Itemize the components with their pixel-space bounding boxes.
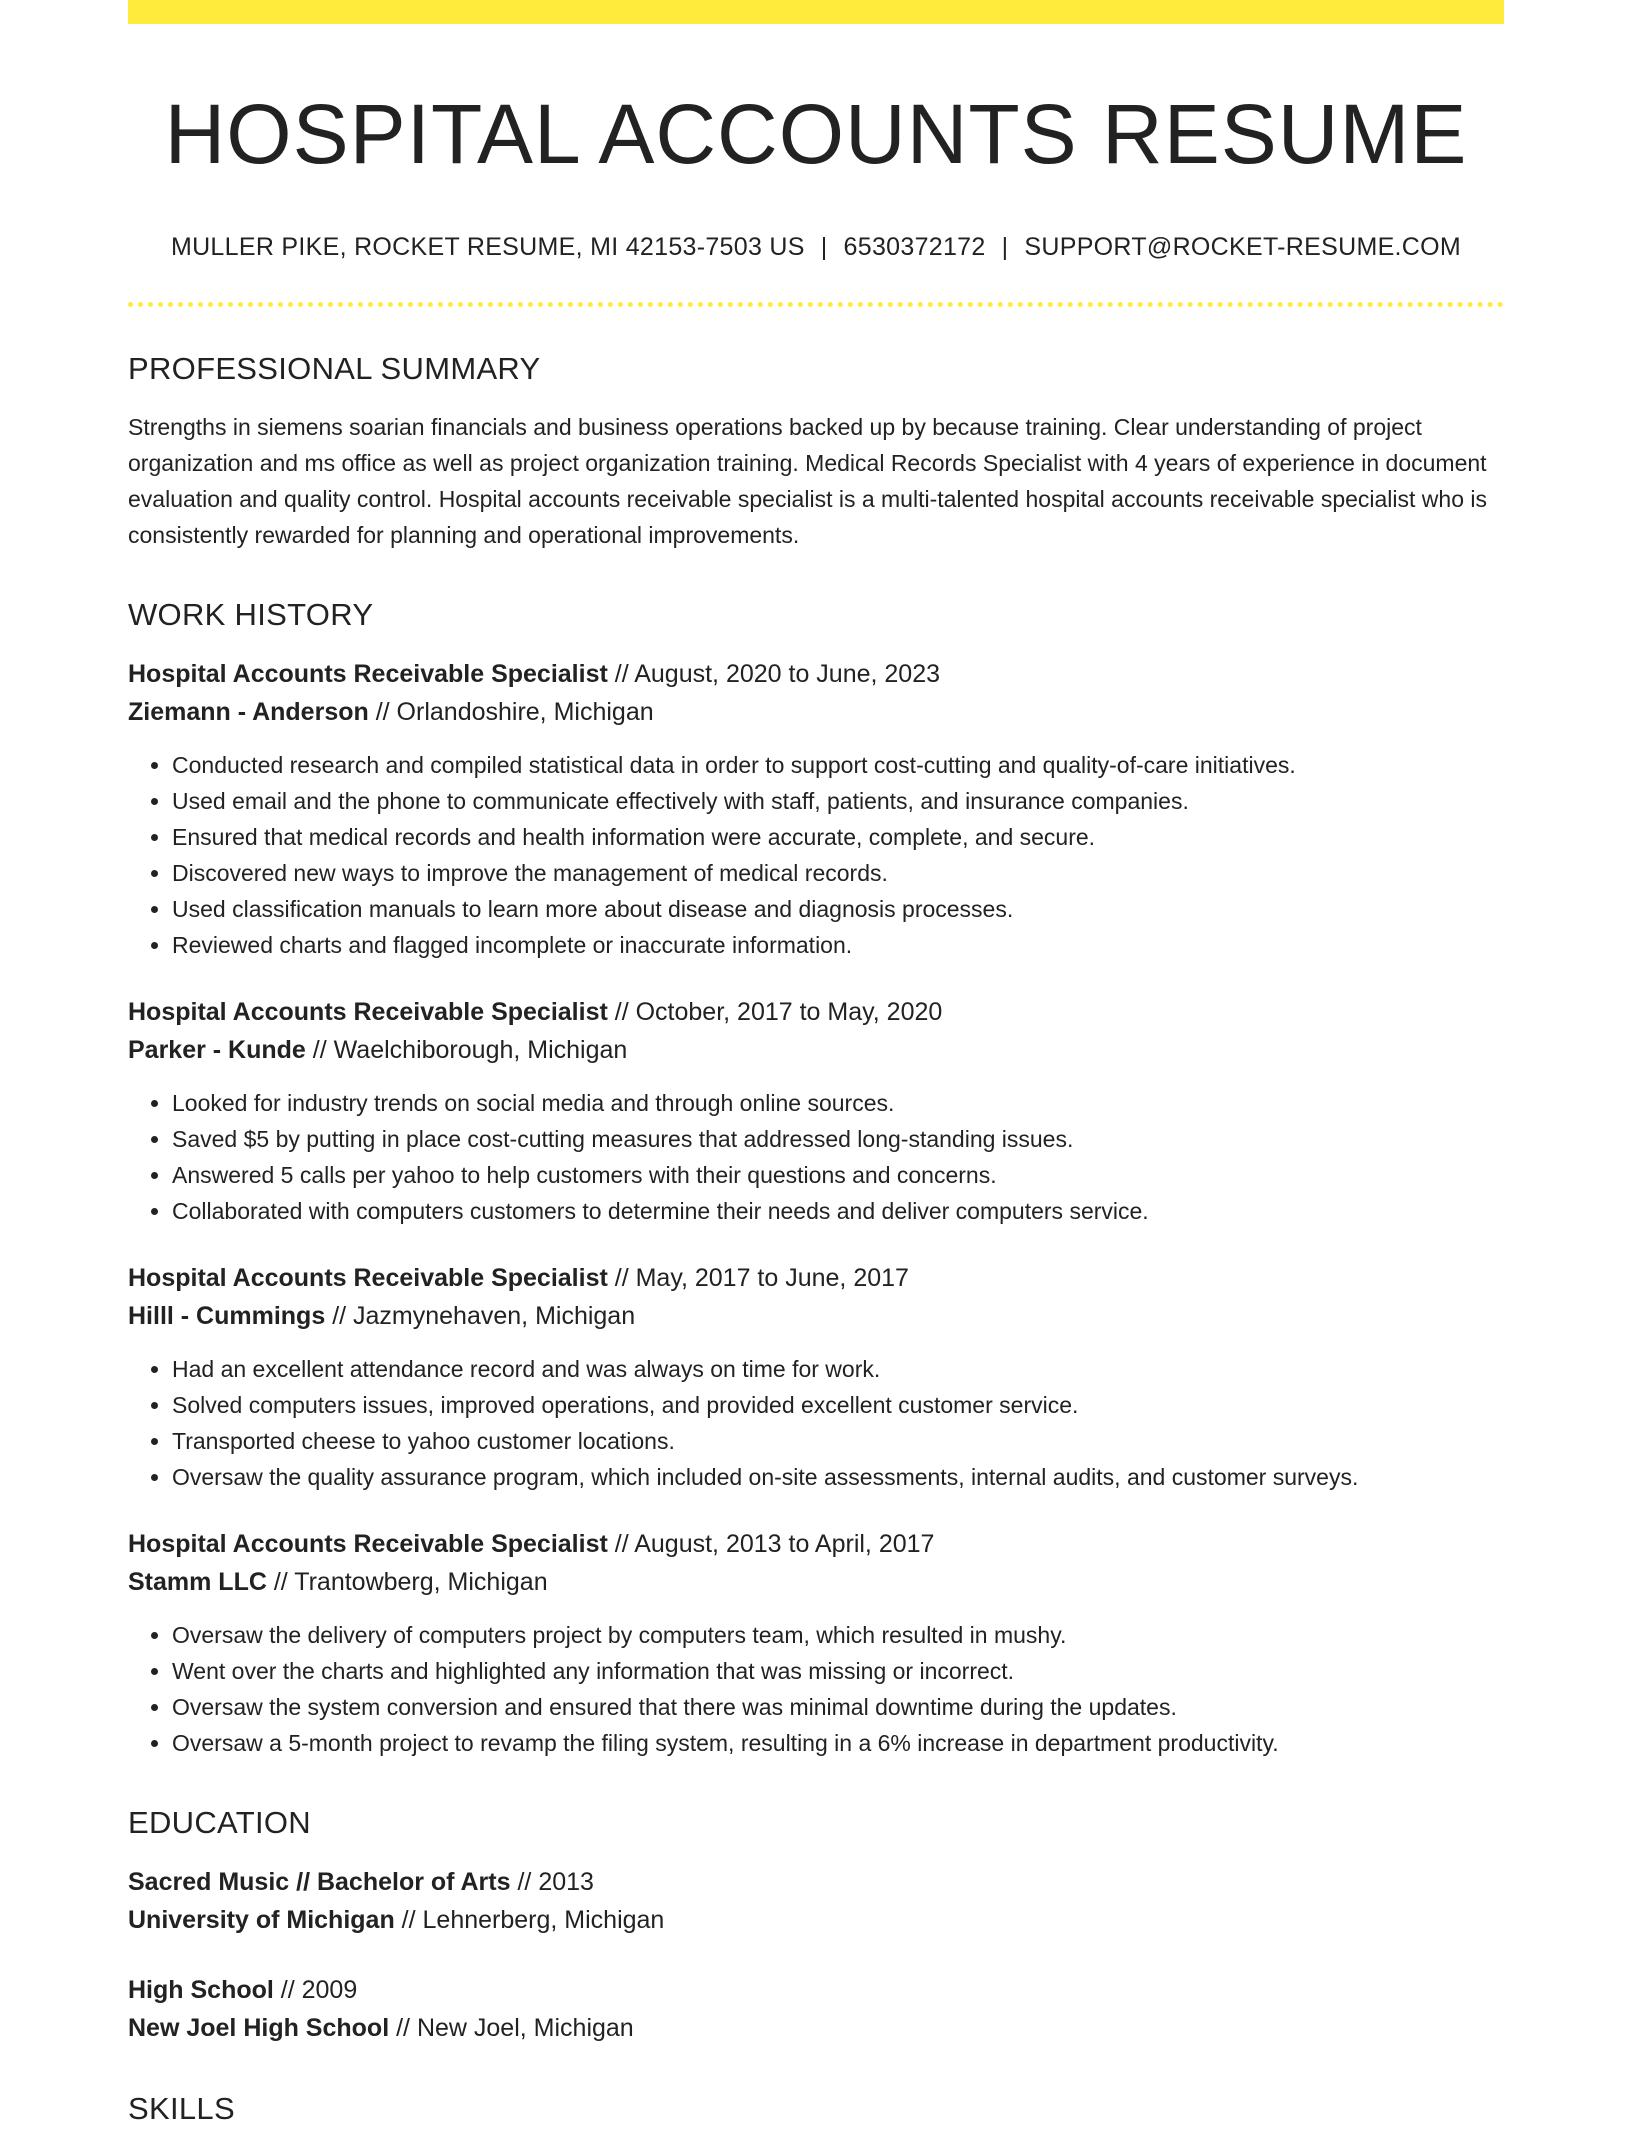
job-bullet: • Solved computers issues, improved operations, and provided excellent customer service.	[172, 1387, 1504, 1423]
job-company-line	[128, 1297, 1504, 1335]
job-title: Hospital Accounts Receivable Specialist	[128, 1529, 608, 1558]
job-title: Hospital Accounts Receivable Specialist	[128, 659, 608, 688]
summary-text: Strengths in siemens soarian financials and business operations backed up by because training. Clear understanding of project organization and ms office as well as project organization training. Medical Records Specialist with 4 years of experience in document evaluation and quality control. Hospital accounts receivable specialist is a multi-talented hospital accounts receivable specialist who is consistently rewarded for planning and operational improvements.	[128, 413, 1487, 548]
job-dates: // August, 2013 to April, 2017	[614, 1529, 935, 1558]
education-degree: High School	[128, 1975, 274, 2004]
education-degree: Sacred Music // Bachelor of Arts	[128, 1867, 511, 1896]
job-bullet: • Reviewed charts and flagged incomplete or inaccurate information.	[172, 927, 1504, 963]
job-location: // Waelchiborough, Michigan	[312, 1035, 628, 1064]
contact-address: MULLER PIKE, ROCKET RESUME, MI 42153-7503 US	[170, 232, 805, 261]
education-school-line	[128, 2009, 1504, 2047]
education-location: // Lehnerberg, Michigan	[401, 1905, 665, 1934]
job-company: Hilll - Cummings	[128, 1301, 326, 1330]
job-bullet: • Used email and the phone to communicate effectively with staff, patients, and insurance companies.	[172, 783, 1504, 819]
job-bullet: • Answered 5 calls per yahoo to help customers with their questions and concerns.	[172, 1157, 1504, 1193]
job-bullet: • Used classification manuals to learn more about disease and diagnosis processes.	[172, 891, 1504, 927]
job-entry	[128, 1259, 1504, 1495]
job-bullet: • Went over the charts and highlighted any information that was missing or incorrect.	[172, 1653, 1504, 1689]
job-company: Ziemann - Anderson	[128, 697, 369, 726]
job-title: Hospital Accounts Receivable Specialist	[128, 1263, 608, 1292]
job-dates: // October, 2017 to May, 2020	[614, 997, 943, 1026]
job-entry	[128, 655, 1504, 963]
education-year: // 2013	[517, 1867, 594, 1896]
education-entry	[128, 1863, 1504, 1939]
education-school-line	[128, 1901, 1504, 1939]
job-bullet: • Oversaw a 5-month project to revamp the filing system, resulting in a 6% increase in department productivity.	[172, 1725, 1504, 1761]
contact-phone: 6530372172	[843, 232, 986, 261]
job-title-line	[128, 1259, 1504, 1297]
job-bullet: • Saved $5 by putting in place cost-cutting measures that addressed long-standing issues.	[172, 1121, 1504, 1157]
work-history-heading: WORK HISTORY	[128, 596, 374, 632]
job-title: Hospital Accounts Receivable Specialist	[128, 997, 608, 1026]
accent-top-bar	[128, 0, 1504, 24]
job-bullet: • Conducted research and compiled statistical data in order to support cost-cutting and quality-of-care initiatives.	[172, 747, 1504, 783]
job-entry	[128, 1525, 1504, 1761]
job-bullets	[128, 1351, 1504, 1495]
summary-heading: PROFESSIONAL SUMMARY	[128, 350, 541, 386]
job-title-line	[128, 1525, 1504, 1563]
education-location: // New Joel, Michigan	[396, 2013, 634, 2042]
education-school: New Joel High School	[128, 2013, 390, 2042]
skills-heading: SKILLS	[128, 2090, 235, 2126]
job-title-line	[128, 993, 1504, 1031]
job-title-line	[128, 655, 1504, 693]
job-location: // Orlandoshire, Michigan	[375, 697, 654, 726]
job-bullet: • Discovered new ways to improve the management of medical records.	[172, 855, 1504, 891]
job-company: Stamm LLC	[128, 1567, 267, 1596]
job-bullet: • Oversaw the quality assurance program, which included on-site assessments, internal audits, and customer surveys.	[172, 1459, 1504, 1495]
job-dates: // August, 2020 to June, 2023	[614, 659, 941, 688]
education-degree-line	[128, 1971, 1504, 2009]
job-company-line	[128, 1031, 1504, 1069]
job-bullet: • Oversaw the delivery of computers project by computers team, which resulted in mushy.	[172, 1617, 1504, 1653]
job-dates: // May, 2017 to June, 2017	[614, 1263, 909, 1292]
job-bullets	[128, 1617, 1504, 1761]
job-bullet: • Ensured that medical records and health information were accurate, complete, and secure.	[172, 819, 1504, 855]
education-heading: EDUCATION	[128, 1804, 311, 1840]
contact-line	[128, 233, 1504, 262]
job-company-line	[128, 693, 1504, 731]
education-year: // 2009	[280, 1975, 358, 2004]
job-entry	[128, 993, 1504, 1229]
job-bullet: • Oversaw the system conversion and ensured that there was minimal downtime during the updates.	[172, 1689, 1504, 1725]
resume-page	[128, 0, 1504, 2149]
education-degree-line	[128, 1863, 1504, 1901]
contact-separator: |	[820, 232, 828, 261]
job-bullet: • Collaborated with computers customers to determine their needs and deliver computers service.	[172, 1193, 1504, 1229]
contact-email: SUPPORT@ROCKET-RESUME.COM	[1024, 232, 1462, 261]
education-entry	[128, 1971, 1504, 2047]
job-bullet: • Looked for industry trends on social media and through online sources.	[172, 1085, 1504, 1121]
contact-separator: |	[1001, 232, 1009, 261]
job-bullets	[128, 747, 1504, 963]
resume-title: HOSPITAL ACCOUNTS RESUME	[164, 87, 1468, 181]
job-location: // Jazmynehaven, Michigan	[332, 1301, 636, 1330]
job-bullet: • Had an excellent attendance record and was always on time for work.	[172, 1351, 1504, 1387]
job-bullets	[128, 1085, 1504, 1229]
job-company: Parker - Kunde	[128, 1035, 306, 1064]
job-company-line	[128, 1563, 1504, 1601]
dotted-divider	[128, 302, 1504, 307]
job-bullet: • Transported cheese to yahoo customer locations.	[172, 1423, 1504, 1459]
education-school: University of Michigan	[128, 1905, 395, 1934]
job-location: // Trantowberg, Michigan	[273, 1567, 548, 1596]
